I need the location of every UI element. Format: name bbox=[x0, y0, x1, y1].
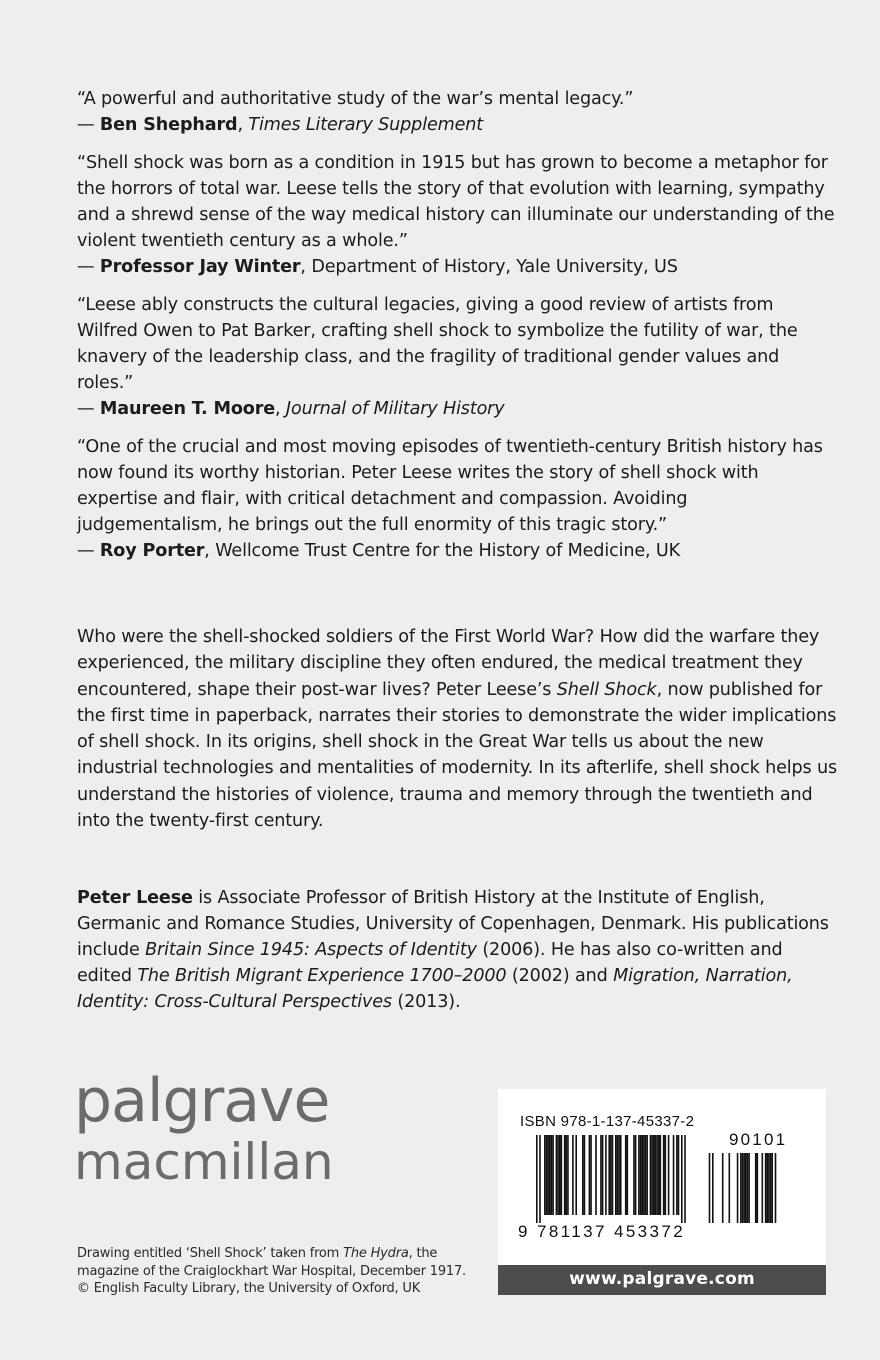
publication-title: The British Migrant Experience 1700–2000 bbox=[137, 966, 507, 986]
barcode-bar bbox=[595, 1135, 597, 1215]
barcode-bar bbox=[575, 1135, 577, 1215]
barcode-bar bbox=[775, 1153, 777, 1223]
reviewer-name: Roy Porter bbox=[99, 541, 205, 561]
barcode-bar bbox=[590, 1135, 592, 1215]
website-bar bbox=[498, 1265, 826, 1295]
barcode-bar bbox=[549, 1135, 551, 1215]
barcode-bar bbox=[709, 1153, 711, 1223]
addon-digits: 90101 bbox=[729, 1130, 788, 1149]
barcode-bar bbox=[745, 1153, 747, 1223]
barcode-bar bbox=[627, 1135, 629, 1215]
barcode-bar bbox=[765, 1153, 767, 1223]
barcode-bar bbox=[556, 1135, 558, 1215]
barcode-bar bbox=[572, 1135, 574, 1215]
barcode-bar bbox=[539, 1135, 541, 1223]
isbn-barcode bbox=[498, 1089, 826, 1265]
barcode-bar bbox=[668, 1135, 670, 1215]
reviewer-source: Journal of Military History bbox=[285, 399, 505, 419]
barcode-bar bbox=[681, 1135, 683, 1223]
logo-line-palgrave: palgrave bbox=[74, 1066, 330, 1136]
barcode-bar bbox=[638, 1135, 640, 1215]
publisher-logo bbox=[74, 1068, 374, 1190]
barcode-bar bbox=[643, 1135, 645, 1215]
author-bio: Peter Leese is Associate Professor of British History at the Institute of English, Germanic and Romance Studies, University of Copenhagen, Denmark. His publications include Britain Since 1945: Aspects of Identity (2006). He has also co-written and edited The British Migrant Experience 1700–2000 (2002) and Migration, Narration, Identity: Cross-Cultural Perspectives (2013). bbox=[77, 888, 829, 1012]
barcode-bar bbox=[656, 1135, 658, 1215]
reviewer-affiliation: Wellcome Trust Centre for the History of Medicine, UK bbox=[215, 541, 680, 561]
publication-title: Britain Since 1945: Aspects of Identity bbox=[145, 940, 477, 960]
magazine-title: The Hydra bbox=[343, 1246, 409, 1261]
reviewer-name: Maureen T. Moore bbox=[99, 399, 276, 419]
barcode-bar bbox=[546, 1135, 548, 1215]
quote-text: “One of the crucial and most moving episodes of twentieth-century British history has now found its worthy historian. Peter Leese writes the story of shell shock with expertise and flair, with critical detachment and compassion. Avoiding judgementalism, he brings out the full enormity of this tragic story.” bbox=[77, 437, 823, 535]
barcode-bar bbox=[771, 1153, 773, 1223]
barcode-bar bbox=[678, 1135, 680, 1215]
barcode-bar bbox=[561, 1135, 563, 1215]
review-quote-2 bbox=[77, 150, 837, 280]
quote-attribution: — Ben Shephard, Times Literary Supplement bbox=[77, 115, 484, 135]
barcode-bar bbox=[770, 1153, 772, 1223]
website-url: www.palgrave.com bbox=[569, 1269, 755, 1289]
barcode-bar bbox=[673, 1135, 675, 1215]
barcode-bar bbox=[737, 1153, 739, 1223]
barcode-bar bbox=[747, 1153, 749, 1223]
barcode-bar bbox=[633, 1135, 635, 1215]
logo-line-macmillan: macmillan bbox=[74, 1133, 334, 1191]
quote-text: “Shell shock was born as a condition in 1915 but has grown to become a metaphor for the horrors of total war. Leese tells the story of that evolution with learning, sympathy and a shrewd sense of the way medical history can illuminate our understanding of the violent twentieth century as a whole.” bbox=[77, 153, 835, 251]
barcode-bar bbox=[610, 1135, 612, 1215]
barcode-bar bbox=[618, 1135, 620, 1215]
book-title: Shell Shock bbox=[556, 679, 657, 700]
author-name: Peter Leese bbox=[77, 888, 193, 908]
barcode-bar bbox=[640, 1135, 642, 1215]
barcode-bar bbox=[615, 1135, 617, 1215]
reviewer-source: Times Literary Supplement bbox=[248, 115, 484, 135]
barcode-bar bbox=[768, 1153, 770, 1223]
barcode-bar bbox=[653, 1135, 655, 1215]
barcode-bar bbox=[722, 1153, 724, 1223]
barcode-bar bbox=[552, 1135, 554, 1215]
barcode-bar bbox=[762, 1153, 764, 1223]
barcode-bar bbox=[605, 1135, 607, 1215]
barcode-bar bbox=[600, 1135, 602, 1215]
barcode-bar bbox=[658, 1135, 660, 1215]
barcode-bar bbox=[557, 1135, 559, 1215]
barcode-bar bbox=[712, 1153, 714, 1223]
barcode-bar bbox=[617, 1135, 619, 1215]
barcode-bar bbox=[612, 1135, 614, 1215]
barcode-bar bbox=[676, 1135, 678, 1215]
isbn-label: ISBN 978-1-137-45337-2 bbox=[520, 1113, 695, 1130]
reviewer-name: Professor Jay Winter bbox=[99, 257, 301, 277]
book-description: Who were the shell-shocked soldiers of the First World War? How did the warfare they experienced, the military discipline they often endured, the medical treatment they encountered, shape their post-war lives? Peter Leese’s Shell Shock, now published for the first time in paperback, narrates their stories to demonstrate the wider implications of shell shock. In its origins, shell shock in the Great War tells us about the new industrial technologies and mentalities of modernity. In its afterlife, shell shock helps us understand the histories of violence, trauma and memory through the twentieth and into the twenty-first century. bbox=[77, 627, 838, 832]
barcode-bar bbox=[625, 1135, 627, 1215]
image-credit: Drawing entitled ‘Shell Shock’ taken from The Hydra, the magazine of the Craiglockhart War Hospital, December 1917. © English Faculty Library, the University of Oxford, UK bbox=[77, 1246, 466, 1296]
barcode-bar bbox=[620, 1135, 622, 1215]
ean-digits: 9 781137 453372 bbox=[518, 1222, 686, 1241]
barcode-bar bbox=[650, 1135, 652, 1215]
barcode-bar bbox=[766, 1153, 768, 1223]
barcode-bar bbox=[651, 1135, 653, 1215]
barcode-bar bbox=[536, 1135, 538, 1223]
barcode-bar bbox=[567, 1135, 569, 1215]
barcode-bar bbox=[547, 1135, 549, 1215]
barcode-bar bbox=[589, 1135, 591, 1215]
review-quote-4 bbox=[77, 434, 837, 564]
barcode-bar bbox=[635, 1135, 637, 1215]
reviewer-name: Ben Shephard bbox=[99, 115, 238, 135]
barcode-bar bbox=[608, 1135, 610, 1215]
quote-text: “Leese ably constructs the cultural legacies, giving a good review of artists from Wilfred Owen to Pat Barker, crafting shell shock to symbolize the futility of war, the knavery of the leadership class, and the fragility of traditional gender values and roles.” bbox=[77, 295, 798, 393]
barcode-bar bbox=[582, 1135, 584, 1215]
quote-text: “A powerful and authoritative study of the war’s mental legacy.” bbox=[77, 89, 634, 109]
review-quotes bbox=[77, 86, 837, 576]
barcode-bar bbox=[584, 1135, 586, 1215]
barcode-bar bbox=[684, 1135, 686, 1223]
publication-title: Migration, Narration, Identity: Cross-Cultural Perspectives bbox=[77, 966, 793, 1012]
barcode-bar bbox=[740, 1153, 742, 1223]
barcode-bar bbox=[755, 1153, 757, 1223]
barcode-bar bbox=[559, 1135, 561, 1215]
reviewer-affiliation: Department of History, Yale University, US bbox=[311, 257, 678, 277]
barcode-bar bbox=[566, 1135, 568, 1215]
barcode-bar bbox=[748, 1153, 750, 1223]
barcode-bar bbox=[655, 1135, 657, 1215]
barcode-bar bbox=[757, 1153, 759, 1223]
barcode-bar bbox=[544, 1135, 546, 1215]
barcode-bar bbox=[551, 1135, 553, 1215]
barcode-bar bbox=[743, 1153, 745, 1223]
quote-attribution: — Maureen T. Moore, Journal of Military History bbox=[77, 399, 505, 419]
barcode-bar bbox=[660, 1135, 662, 1215]
barcode-bar bbox=[602, 1135, 604, 1215]
barcode-bar bbox=[646, 1135, 648, 1215]
barcode-bar bbox=[742, 1153, 744, 1223]
barcode-bar bbox=[645, 1135, 647, 1215]
quote-attribution: — Roy Porter, Wellcome Trust Centre for the History of Medicine, UK bbox=[77, 541, 680, 561]
review-quote-1 bbox=[77, 86, 837, 138]
review-quote-3 bbox=[77, 292, 837, 422]
barcode-bar bbox=[665, 1135, 667, 1215]
barcode-bar bbox=[663, 1135, 665, 1215]
quote-attribution: — Professor Jay Winter, Department of History, Yale University, US bbox=[77, 257, 678, 277]
barcode-bar bbox=[564, 1135, 566, 1215]
barcode-bar bbox=[729, 1153, 731, 1223]
barcode-bar bbox=[641, 1135, 643, 1215]
